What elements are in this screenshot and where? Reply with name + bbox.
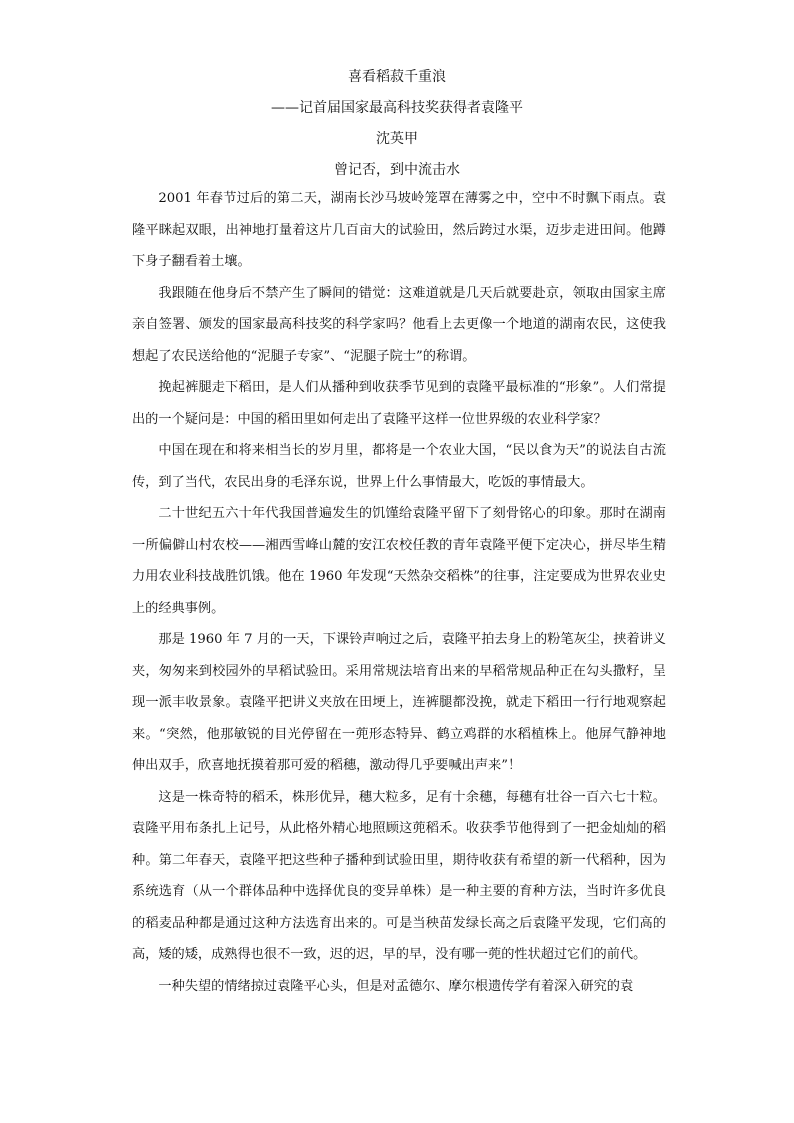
paragraph-5: 二十世纪五六十年代我国普遍发生的饥馑给袁隆平留下了刻骨铭心的印象。那时在湖南一所偏僻山村农校——湘西雪峰山麓的安江农校任教的青年袁隆平便下定决心，拼尽毕生精力用农业科技战胜饥饿。他在 1960 年发现“天然杂交稻株”的往事，注定要成为世界农业史上的经典事例。 — [132, 506, 666, 616]
article-author: 沈英甲 — [376, 131, 418, 147]
paragraph-3: 挽起裤腿走下稻田，是人们从播种到收获季节见到的袁隆平最标准的“形象”。人们常提出的一个疑问是：中国的稻田里如何走出了袁隆平这样一位世界级的农业科学家？ — [132, 380, 666, 427]
paragraph-6: 那是 1960 年 7 月的一天，下课铃声响过之后，袁隆平拍去身上的粉笔灰尘，挟着讲义夹，匆匆来到校园外的早稻试验田。采用常规法培育出来的早稻常规品种正在勾头撒籽，呈现一派丰收景象。袁隆平把讲义夹放在田埂上，连裤腿都没挽，就走下稻田一行行地观察起来。“突然，他那敏锐的目光停留在一蔸形态特异、鹤立鸡群的水稻植株上。他屏气静神地伸出双手，欣喜地抚摸着那可爱的稻穗，激动得几乎要喊出声来”！ — [132, 632, 666, 773]
paragraph-7: 这是一株奇特的稻禾，株形优异，穗大粒多，足有十余穗，每穗有壮谷一百六七十粒。袁隆平用布条扎上记号，从此格外精心地照顾这蔸稻禾。收获季节他得到了一把金灿灿的稻种。第二年春天，袁隆平把这些种子播种到试验田里，期待收获有希望的新一代稻种，因为系统选育（从一个群体品种中选择优良的变异单株）是一种主要的育种方法，当时许多优良的稻麦品种都是通过这种方法选育出来的。可是当秧苗发绿长高之后袁隆平发现，它们高的高，矮的矮，成熟得也很不一致，迟的迟，早的早，没有哪一蔸的性状超过它们的前代。 — [132, 789, 666, 962]
paragraph-8: 一种失望的情绪掠过袁隆平心头，但是对孟德尔、摩尔根遗传学有着深入研究的袁 — [158, 978, 634, 994]
article-body — [132, 183, 666, 1002]
article-title: 喜看稻菽千重浪 — [348, 69, 446, 85]
paragraph-2: 我跟随在他身后不禁产生了瞬间的错觉：这难道就是几天后就要赴京，领取由国家主席亲自签署、颁发的国家最高科技奖的科学家吗？他看上去更像一个地道的湖南农民，这使我想起了农民送给他的“泥腿子专家”、“泥腿子院士”的称谓。 — [132, 285, 666, 364]
article-subtitle: ——记首届国家最高科技奖获得者袁隆平 — [271, 100, 523, 116]
paragraph-4: 中国在现在和将来相当长的岁月里，都将是一个农业大国，“民以食为天”的说法自古流传，到了当代，农民出身的毛泽东说，世界上什么事情最大，吃饭的事情最大。 — [132, 443, 666, 490]
section-heading: 曾记否，到中流击水 — [334, 162, 460, 178]
paragraph-1: 2001 年春节过后的第二天，湖南长沙马坡岭笼罩在薄雾之中，空中不时飘下雨点。袁隆平眯起双眼，出神地打量着这片几百亩大的试验田，然后跨过水渠，迈步走进田间。他蹲下身子翻看着土壤。 — [132, 191, 666, 269]
